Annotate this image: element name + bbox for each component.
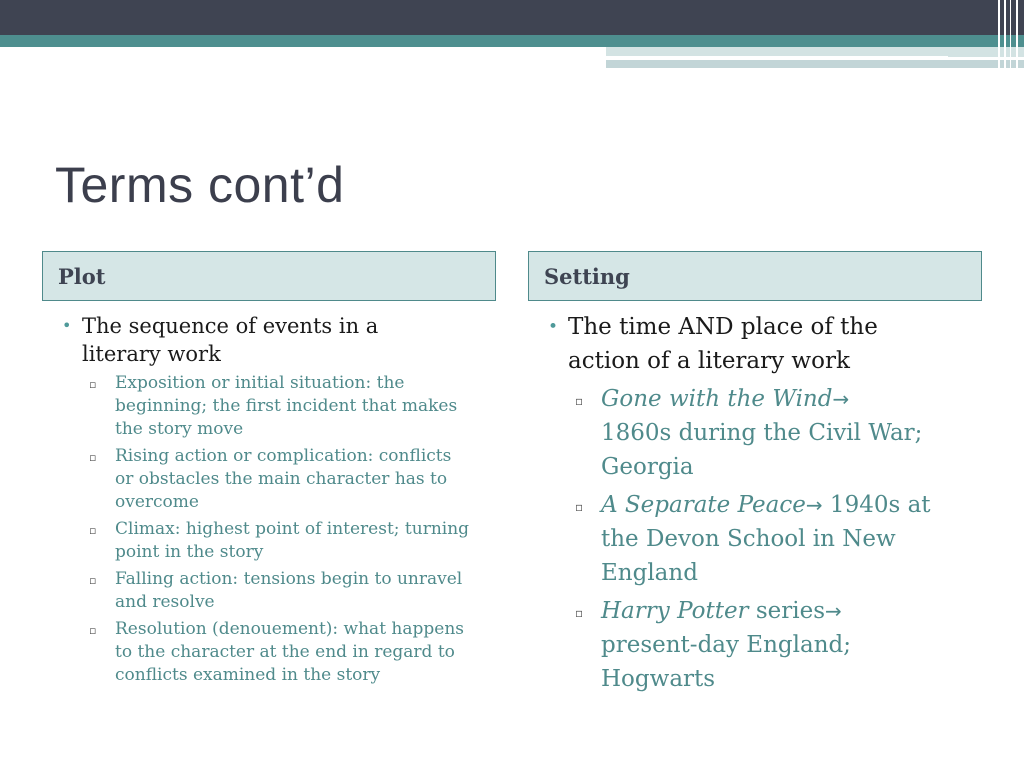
work-title-suffix: series xyxy=(748,598,826,624)
arrow-right-icon: → xyxy=(825,599,842,623)
light-decor-bar-lower xyxy=(606,60,1024,68)
plot-main-bullet: • The sequence of events in a literary work xyxy=(42,312,432,368)
setting-example-list xyxy=(528,382,961,696)
arrow-right-icon: → xyxy=(805,493,823,517)
plot-header xyxy=(42,251,496,301)
right-edge-stripes xyxy=(994,0,1024,68)
setting-header-label: Setting xyxy=(544,264,630,289)
setting-main-bullet: • The time AND place of the action of a literary work xyxy=(528,310,928,378)
list-item: ▫ Climax: highest point of interest; turning point in the story xyxy=(42,518,475,564)
example-detail: 1860s during the Civil War; Georgia xyxy=(601,420,923,480)
list-item: ▫ Resolution (denouement): what happens to the character at the end in regard to conflicts examined in the story xyxy=(42,618,475,687)
setting-header xyxy=(528,251,982,301)
plot-sub-list xyxy=(42,372,475,687)
setting-column xyxy=(528,310,961,700)
slide-title: Terms cont’d xyxy=(55,157,345,213)
work-title: Gone with the Wind xyxy=(601,386,833,412)
example-detail: present-day England; Hogwarts xyxy=(601,632,851,692)
arrow-right-icon: → xyxy=(832,387,850,411)
work-title: A Separate Peace xyxy=(601,492,806,518)
list-item xyxy=(528,382,961,484)
list-item: ▫ Falling action: tensions begin to unravel and resolve xyxy=(42,568,475,614)
list-item xyxy=(528,594,961,696)
example-detail: 1940s at the Devon School in New England xyxy=(601,492,931,586)
plot-header-label: Plot xyxy=(58,264,106,289)
list-item: ▫ Exposition or initial situation: the beginning; the first incident that makes the story move xyxy=(42,372,475,441)
top-decor-bar xyxy=(0,0,1024,35)
list-item: ▫ Rising action or complication: conflicts or obstacles the main character has to overcome xyxy=(42,445,475,514)
teal-decor-band xyxy=(0,35,1024,47)
work-title: Harry Potter xyxy=(601,598,749,624)
list-item xyxy=(528,488,961,590)
decor-line xyxy=(606,56,948,58)
plot-column xyxy=(42,312,475,691)
